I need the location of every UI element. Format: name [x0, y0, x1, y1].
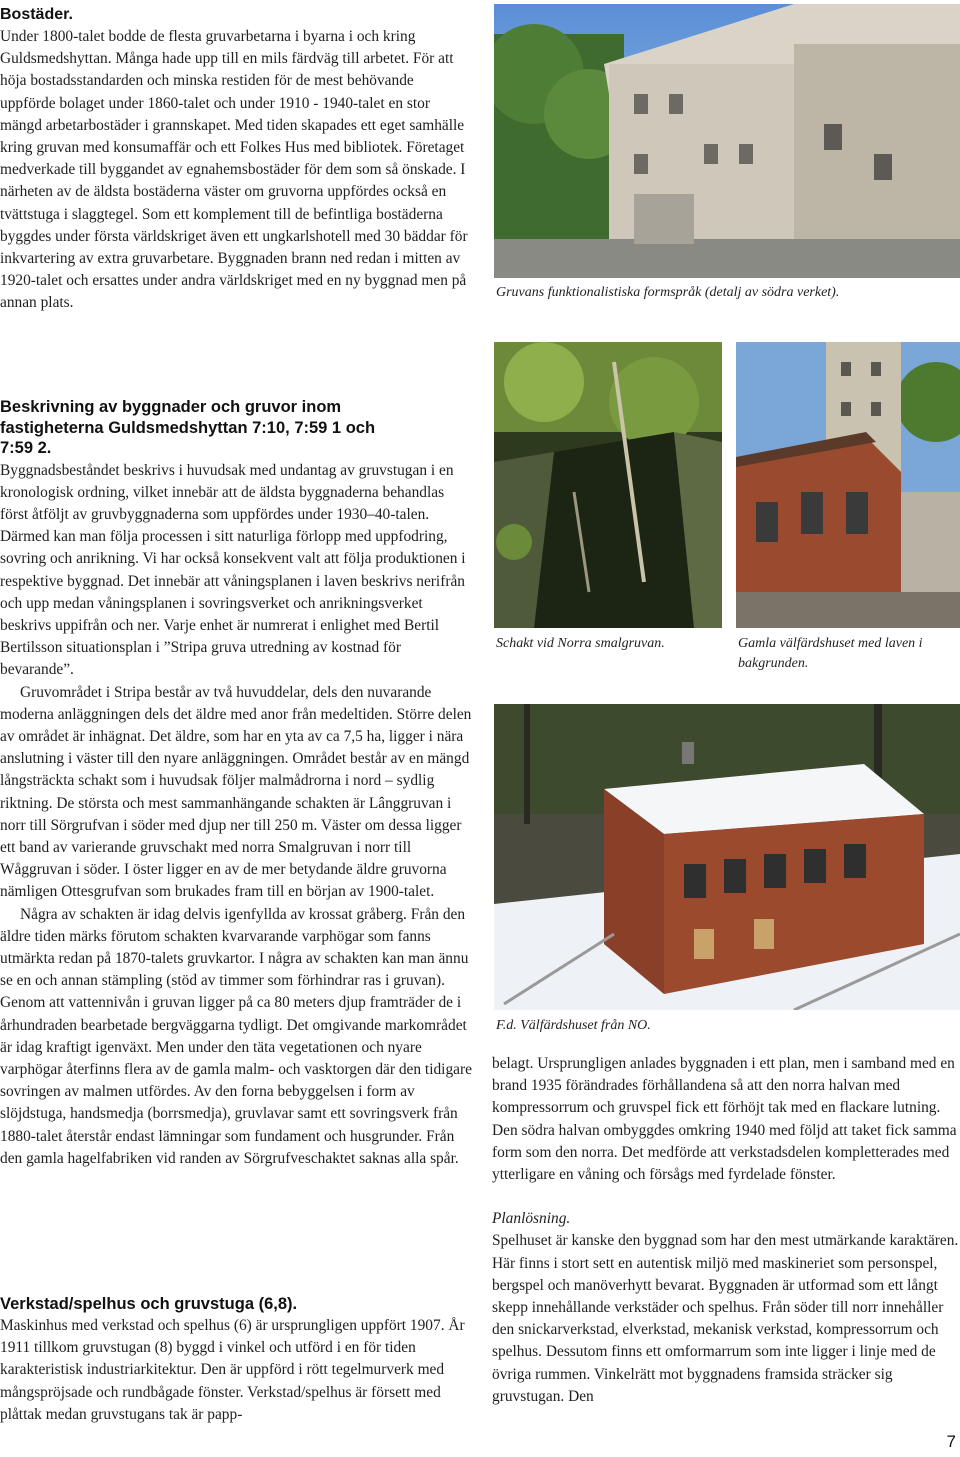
caption-photo-1: Gruvans funktionalistiska formspråk (detalj av södra verket). [496, 285, 840, 300]
beskrivning-body [0, 460, 472, 1171]
photo-welfare-house [736, 342, 960, 628]
section-beskrivning [0, 397, 472, 1170]
bostader-paragraph: Under 1800-talet bodde de flesta gruvarbetarna i byarna i och kring Guldsmedshyttan. Många hade upp till en mils färdväg till arbetet. För att höja bostadsstandarden och minska restiden för de mest behövande uppförde bolaget under 1860-talet och under 1910 - 1940-talet en stor mängd arbetarbostäder i grannskapet. Med tiden skapades ett eget samhälle kring gruvan med konsumaffär och ett Folkes Hus med bibliotek. Företaget medverkade till byggandet av egnahemsbostäder för dem som så önskade. I närheten av de äldsta bostäderna väster om gruvorna uppfördes också en tvättstuga i slaggtegel. Som ett komplement till de befintliga bostäderna byggdes under första världskriget även ett ungkarlshotell med 30 bäddar för inkvartering av extra gruvarbetare. Byggnaden brann ned redan i mitten av 1920-talet och ersattes under andra världskriget med en ny byggnad men på annan plats. [0, 28, 468, 312]
right-column-text [492, 1053, 960, 1408]
right-paragraph-2: Spelhuset är kanske den byggnad som har den mest utmärkande karaktären. Här finns i stort sett en autentisk miljö med maskineriet som personspel, bergspel och manöverhytt bevarat. Byggnaden är utformad som ett långt skepp innehållande verkstäder och spelhus. Från söder till norr innehåller den snickarverkstad, elverkstad, mekanisk verkstad, kompressorrum och spelhus. Dessutom finns ett omformarrum som inte ligger i linje med de övriga rummen. Vinkelrätt mot byggnadens framsida sträcker sig gruvstugan. Den [492, 1232, 959, 1405]
section-verkstad [0, 1294, 472, 1426]
caption-photo-3: Gamla välfärdshuset med laven i bakgrunden. [738, 636, 923, 671]
photo-mine-building [494, 4, 960, 278]
photo-welfare-house-winter [494, 704, 960, 1010]
caption-photo-4: F.d. Välfärdshuset från NO. [496, 1018, 651, 1033]
section-heading-bostader: Bostäder. [0, 6, 73, 23]
beskrivning-paragraph-3: Några av schakten är idag delvis igenfyllda av krossat gråberg. Från den äldre tiden märks förutom schakten kvarvarande varphögar som fanns utmärkta redan på 1870-talets gruvkartor. I några av schakten kan man ännu se en och annan stämpling (stöd av timmer som förhindrar ras i gruvan). Genom att vattennivån i gruvan ligger på ca 80 meters djup framträder de i århundraden bearbetade bergväggarna tydligt. Det omgivande markområdet är idag kraftigt igenväxt. Men under den täta vegetationen och nyare varphögar återfinns flera av de gamla malm- och vasktorgen där den tidigare sovringen av malmen utfördes. Av den forna bebyggelsen i form av slöjdstuga, handsmedja (borrsmedja), gruvlavar samt ett sovringsverk från 1880-talet återstår endast lämningar som fundament och husgrunder. Från den gamla hagelfabriken vid randen av Sörgrufveschaktet saknas alla spår. [0, 905, 472, 1167]
page-number: 7 [946, 1432, 956, 1451]
caption-photo-2: Schakt vid Norra smalgruvan. [496, 636, 665, 651]
beskrivning-paragraph-1: Byggnadsbeståndet beskrivs i huvudsak med undantag av gruvstugan i en kronologisk ordning, vilket innebär att de äldsta byggnaderna behandlas först åtföljt av gruvbyggnaderna som uppfördes under 1930–40-talen. Därmed kan man följa processen i sitt naturliga förlopp med uppfodring, sovring och anrikning. Vi har också konsekvent valt att följa produktionen i respektive byggnad. Det innebär att våningsplanen i laven beskrivs nerifrån och upp medan våningsplanen i sovringsverket och anrikningsverket beskrivs uppifrån och ner. Varje enhet är numrerat i enlighet med Bertil Bertilsson situationsplan i ”Stripa gruva utredning av kostnad för bevarande”. [0, 461, 466, 679]
right-paragraph-1: belagt. Ursprungligen anlades byggnaden i ett plan, men i samband med en brand 1935 förändrades förhållandena så att den norra halvan med kompressorrum och gruvspel fick ett förhöjt tak med en flackare lutning. Den södra halvan ombyggdes omkring 1940 med följd att taket fick samma form som den norra. Det medförde att verkstadsdelen kompletterades med ytterligare en våning och försågs med fyrdelade fönster. [492, 1055, 957, 1184]
section-heading-verkstad: Verkstad/spelhus och gruvstuga (6,8). [0, 1295, 298, 1313]
photo-shaft [494, 342, 722, 628]
section-bostader [0, 4, 470, 315]
verkstad-paragraph: Maskinhus med verkstad och spelhus (6) är ursprungligen uppfört 1907. År 1911 tillkom gruvstugan (8) byggd i vinkel och utförd i en för tiden karakteristisk industriarkitektur. Den är uppförd i rött tegelmurverk med mångspröjsade och rundbågade fönster. Verkstad/spelhus är försett med plåttak medan gruvstugans tak är papp- [0, 1317, 465, 1423]
planlosning-subheading: Planlösning. [492, 1210, 571, 1228]
beskrivning-paragraph-2: Gruvområdet i Stripa består av två huvuddelar, dels den nuvarande moderna anläggningen dels det äldre med anor från medeltiden. Större delen av området är inhägnat. Det äldre, som har en yta av ca 7,5 ha, ligger i nära anslutning i väster till den nyare anläggningen. Området består av en mängd långsträckta schakt som i huvudsak följer malmådrorna i nord – sydlig riktning. De största och mest sammanhängande schakten är Lânggruvan i norr till Sörgrufvan i söder med djup ner till 250 m. Väster om dessa ligger ett band av varierande gruvschakt med norra Smalgruvan i norr till Wåggruvan i söder. I öster ligger en av de mer betydande äldre gruvorna nämligen Ottesgrufvan som brukades fram till en början av 1900-talet. [0, 683, 472, 901]
section-heading-beskrivning: Beskrivning av byggnader och gruvor inom fastigheterna Guldsmedshyttan 7:10, 7:59 1 och 7:59 2. [0, 398, 376, 457]
